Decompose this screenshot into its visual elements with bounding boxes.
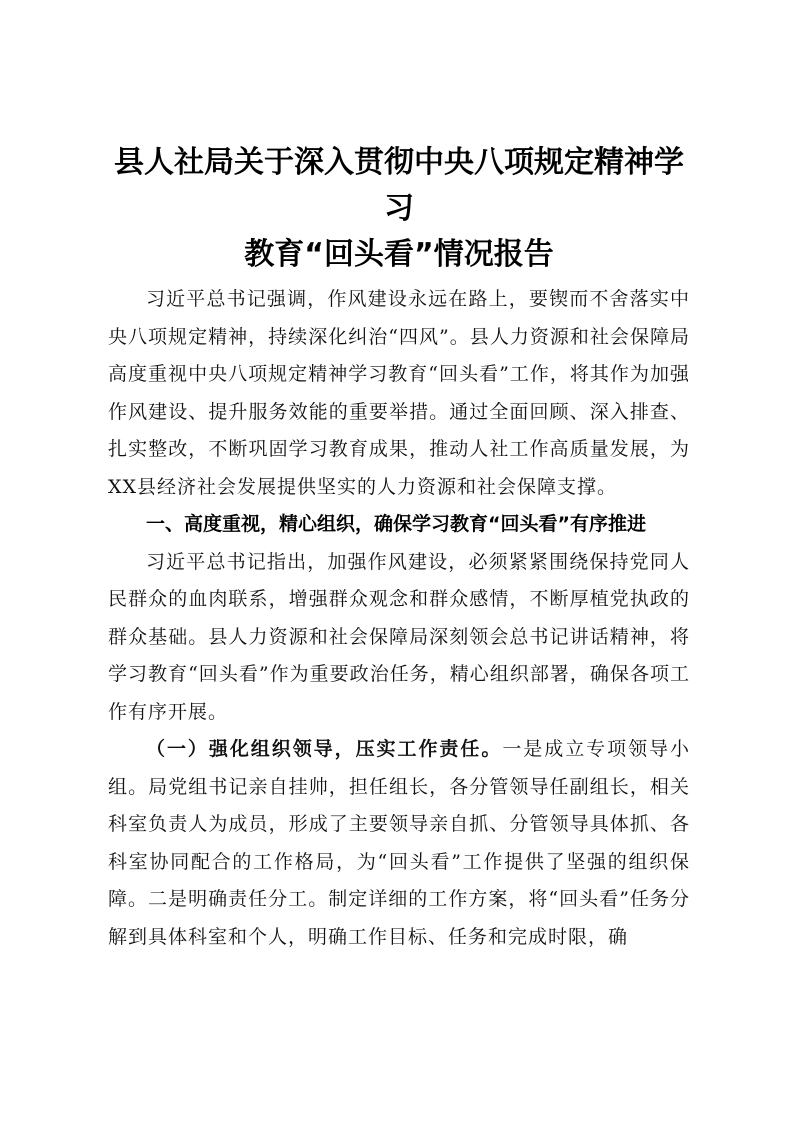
document-body bbox=[108, 140, 690, 956]
document-title bbox=[108, 140, 690, 278]
subsection-1-lead: （一）强化组织领导，压实工作责任。 bbox=[146, 738, 503, 760]
title-line-2: 教育“回头看”情况报告 bbox=[244, 237, 554, 272]
title-line-1: 县人社局关于深入贯彻中央八项规定精神学习 bbox=[114, 145, 684, 226]
intro-paragraph: 习近平总书记强调，作风建设永远在路上，要锲而不舍落实中央八项规定精神，持续深化纠治“四风”。县人力资源和社会保障局高度重视中央八项规定精神学习教育“回头看”工作，将其作为加强作风建设、提升服务效能的重要举措。通过全面回顾、深入排查、扎实整改，不断巩固学习教育成果，推动人社工作高质量发展，为XX县经济社会发展提供坚实的人力资源和社会保障支撑。 bbox=[108, 288, 690, 498]
section-1-paragraph: 习近平总书记指出，加强作风建设，必须紧紧围绕保持党同人民群众的血肉联系，增强群众观念和群众感情，不断厚植党执政的群众基础。县人力资源和社会保障局深刻领会总书记讲话精神，将学习教育“回头看”作为重要政治任务，精心组织部署，确保各项工作有序开展。 bbox=[108, 550, 690, 723]
subsection-1-text: 一是成立专项领导小组。局党组书记亲自挂帅，担任组长，各分管领导任副组长，相关科室负责人为成员，形成了主要领导亲自抓、分管领导具体抓、各科室协同配合的工作格局，为“回头看”工作提供了坚强的组织保障。二是明确责任分工。制定详细的工作方案，将“回头看”任务分解到具体科室和个人，明确工作目标、任务和完成时限，确 bbox=[108, 738, 690, 948]
section-1-heading: 一、高度重视，精心组织，确保学习教育“回头看”有序推进 bbox=[146, 513, 646, 535]
subsection-1-paragraph bbox=[108, 731, 690, 956]
